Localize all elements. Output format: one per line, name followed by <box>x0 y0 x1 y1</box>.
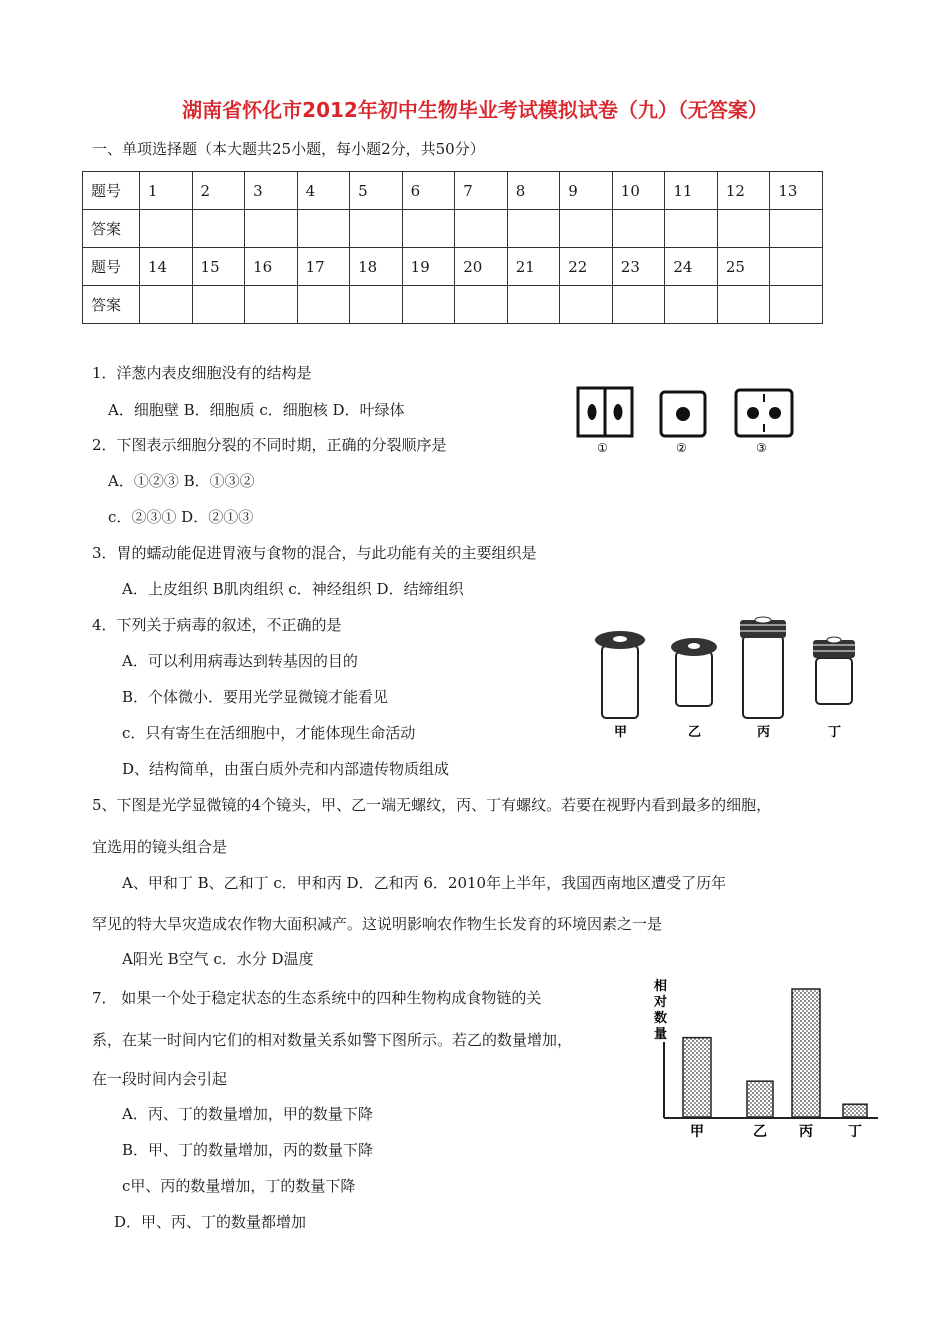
y-axis-label-1: 相 <box>654 979 668 994</box>
table-cell: 5 <box>350 172 403 210</box>
question-text: 2．下图表示细胞分裂的不同时期，正确的分裂顺序是 <box>92 436 447 454</box>
y-axis-label-2: 对 <box>654 995 668 1010</box>
answer-cell[interactable] <box>770 210 823 248</box>
table-cell: 4 <box>297 172 350 210</box>
table-cell: 7 <box>455 172 508 210</box>
table-cell: 12 <box>717 172 770 210</box>
answer-cell[interactable] <box>192 286 245 324</box>
answer-cell[interactable] <box>717 210 770 248</box>
cell-label: ① <box>597 441 608 455</box>
lens-label: 丙 <box>757 725 771 740</box>
bar-chart-svg <box>640 972 890 1142</box>
lens-label: 甲 <box>614 725 628 740</box>
lens-bing <box>740 617 786 718</box>
lens-figure <box>590 612 860 746</box>
table-cell: 2 <box>192 172 245 210</box>
table-cell: 6 <box>402 172 455 210</box>
lens-jia <box>595 631 645 718</box>
answer-cell[interactable] <box>560 286 613 324</box>
bar <box>792 989 820 1117</box>
table-cell: 答案 <box>83 286 140 324</box>
table-cell: 24 <box>665 248 718 286</box>
table-cell: 1 <box>140 172 193 210</box>
question-text: 5、下图是光学显微镜的4个镜头，甲、乙一端无螺纹，丙、丁有螺纹。若要在视野内看到最多的细胞， <box>92 796 772 814</box>
table-cell: 3 <box>245 172 298 210</box>
answer-cell[interactable] <box>717 286 770 324</box>
answer-table <box>82 171 823 324</box>
question-text: 7． 如果一个处于稳定状态的生态系统中的四种生物构成食物链的关 <box>92 989 542 1007</box>
x-labels-group <box>690 1124 862 1140</box>
table-row <box>83 286 823 324</box>
y-axis-label-3: 数 <box>654 1011 668 1026</box>
page-title: 湖南省怀化市2012年初中生物毕业考试模拟试卷（九）（无答案） <box>182 98 768 122</box>
x-tick-label: 丁 <box>848 1124 862 1140</box>
table-cell: 15 <box>192 248 245 286</box>
option-text: A．细胞壁 B．细胞质 c．细胞核 D．叶绿体 <box>108 401 405 419</box>
table-row <box>83 210 823 248</box>
quantity-chart <box>640 972 890 1146</box>
answer-cell[interactable] <box>192 210 245 248</box>
table-cell: 答案 <box>83 210 140 248</box>
question-text: 宜选用的镜头组合是 <box>92 838 228 856</box>
question-text: 罕见的特大旱灾造成农作物大面积减产。这说明影响农作物生长发育的环境因素之一是 <box>92 915 663 933</box>
option-text: A阳光 B空气 c．水分 D温度 <box>122 950 314 968</box>
answer-cell[interactable] <box>560 210 613 248</box>
cell-3 <box>736 390 792 436</box>
bars-group <box>683 989 867 1117</box>
y-axis-label-4: 量 <box>654 1027 668 1042</box>
answer-cell[interactable] <box>350 210 403 248</box>
answer-cell[interactable] <box>455 210 508 248</box>
answer-cell[interactable] <box>245 286 298 324</box>
question-text: 3．胃的蠕动能促进胃液与食物的混合，与此功能有关的主要组织是 <box>92 544 537 562</box>
table-cell: 20 <box>455 248 508 286</box>
answer-cell[interactable] <box>245 210 298 248</box>
bar <box>843 1104 867 1117</box>
option-text: c．②③① D．②①③ <box>108 508 254 526</box>
option-text: B．甲、丁的数量增加，丙的数量下降 <box>122 1141 374 1159</box>
cell-label: ② <box>676 441 687 455</box>
answer-cell[interactable] <box>665 286 718 324</box>
table-cell: 17 <box>297 248 350 286</box>
table-cell: 14 <box>140 248 193 286</box>
answer-cell[interactable] <box>770 286 823 324</box>
table-cell: 题号 <box>83 172 140 210</box>
table-cell: 10 <box>612 172 665 210</box>
cell-1 <box>578 388 632 436</box>
answer-cell[interactable] <box>612 210 665 248</box>
question-text: 4．下列关于病毒的叙述，不正确的是 <box>92 616 342 634</box>
x-tick-label: 丙 <box>799 1124 813 1140</box>
question-text: 1．洋葱内表皮细胞没有的结构是 <box>92 364 312 382</box>
question-text: 在一段时间内会引起 <box>92 1070 228 1088</box>
cell-division-figure <box>568 380 818 464</box>
bar <box>683 1038 711 1117</box>
question-text: 系，在某一时间内它们的相对数量关系如警下图所示。若乙的数量增加， <box>92 1031 573 1049</box>
cell-label: ③ <box>756 441 767 455</box>
table-cell <box>770 248 823 286</box>
answer-cell[interactable] <box>140 286 193 324</box>
cell-2 <box>661 392 705 436</box>
table-cell: 8 <box>507 172 560 210</box>
table-cell: 11 <box>665 172 718 210</box>
table-cell: 25 <box>717 248 770 286</box>
table-row <box>83 248 823 286</box>
lens-svg <box>590 612 860 742</box>
bar <box>747 1081 773 1117</box>
cell-division-svg <box>568 380 818 460</box>
answer-cell[interactable] <box>507 286 560 324</box>
option-text: A．可以利用病毒达到转基因的目的 <box>122 652 358 670</box>
section-heading: 一、单项选择题（本大题共25小题，每小题2分，共50分） <box>92 140 485 158</box>
table-cell: 题号 <box>83 248 140 286</box>
table-cell: 13 <box>770 172 823 210</box>
table-cell: 21 <box>507 248 560 286</box>
option-text: A．①②③ B．①③② <box>108 472 255 490</box>
lens-yi <box>671 638 717 706</box>
table-cell: 19 <box>402 248 455 286</box>
option-text: c．只有寄生在活细胞中，才能体现生命活动 <box>122 724 416 742</box>
option-text: D、结构简单，由蛋白质外壳和内部遗传物质组成 <box>122 760 450 778</box>
option-text: A、甲和丁 B、乙和丁 c．甲和丙 D．乙和丙 6．2010年上半年，我国西南地区遭受了历年 <box>122 874 727 892</box>
option-text: A．丙、丁的数量增加，甲的数量下降 <box>122 1105 373 1123</box>
answer-cell[interactable] <box>350 286 403 324</box>
answer-cell[interactable] <box>507 210 560 248</box>
table-cell: 23 <box>612 248 665 286</box>
table-cell: 16 <box>245 248 298 286</box>
answer-cell[interactable] <box>402 286 455 324</box>
answer-cell[interactable] <box>455 286 508 324</box>
answer-cell[interactable] <box>402 210 455 248</box>
answer-cell[interactable] <box>297 286 350 324</box>
table-row <box>83 172 823 210</box>
option-text: B．个体微小．要用光学显微镜才能看见 <box>122 688 389 706</box>
answer-cell[interactable] <box>140 210 193 248</box>
option-text: A．上皮组织 B肌肉组织 c．神经组织 D．结缔组织 <box>122 580 464 598</box>
lens-label: 乙 <box>688 725 702 740</box>
lens-ding <box>813 637 855 704</box>
x-tick-label: 乙 <box>753 1124 767 1140</box>
answer-cell[interactable] <box>612 286 665 324</box>
answer-cell[interactable] <box>297 210 350 248</box>
table-cell: 9 <box>560 172 613 210</box>
lens-label: 丁 <box>828 725 842 740</box>
table-cell: 18 <box>350 248 403 286</box>
option-text: D．甲、丙、丁的数量都增加 <box>114 1213 307 1231</box>
option-text: c甲、丙的数量增加，丁的数量下降 <box>122 1177 356 1195</box>
x-tick-label: 甲 <box>690 1124 704 1140</box>
table-cell: 22 <box>560 248 613 286</box>
answer-cell[interactable] <box>665 210 718 248</box>
